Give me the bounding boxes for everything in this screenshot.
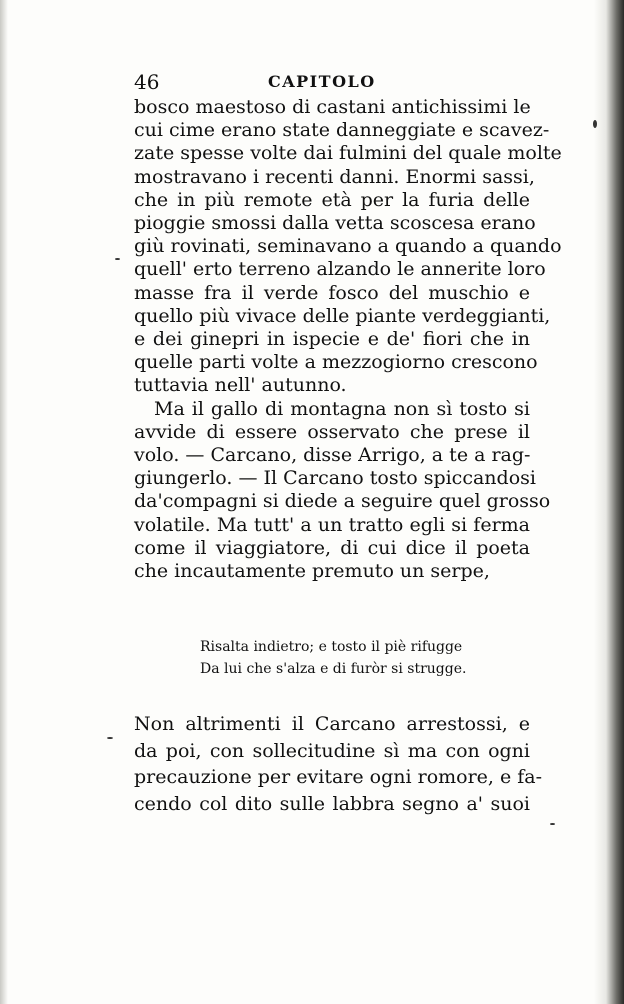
verse-quotation <box>200 636 500 680</box>
text-line: precauzione per evitare ogni romore, e fa- <box>134 766 543 788</box>
main-text-block <box>134 96 562 583</box>
closing-text-block <box>134 711 543 817</box>
page-number: 46 <box>134 70 160 94</box>
text-line: da'compagni si diede a seguire quel grosso <box>134 490 551 513</box>
text-line: zate spesse volte dai fulmini del quale molte <box>134 142 562 165</box>
text-line: cui cime erano state danneggiate e scavez- <box>134 119 550 142</box>
ink-speck <box>593 120 597 128</box>
text-line: tuttavia nell' autunno. <box>134 374 347 397</box>
verse-line: Da lui che s'alza e di furòr si strugge. <box>200 661 467 677</box>
text-line: bosco maestoso di castani antichissimi le <box>134 96 531 118</box>
text-line: e dei ginepri in ispecie e de' fiori che in <box>134 328 530 351</box>
text-line: Ma il gallo di montagna non sì tosto si <box>154 397 530 420</box>
text-line: come il viaggiatore, di cui dice il poeta <box>134 536 530 559</box>
text-line: da poi, con sollecitudine sì ma con ogni <box>134 739 530 762</box>
text-line: cendo col dito sulle labbra segno a' suoi <box>134 792 530 815</box>
text-line: masse fra il verde fosco del muschio e <box>134 281 530 304</box>
verse-line: Risalta indietro; e tosto il piè rifugge <box>200 639 463 655</box>
text-line: mostravano i recenti danni. Enormi sassi, <box>134 165 535 188</box>
text-line: giù rovinati, seminavano a quando a quando <box>134 235 562 258</box>
text-line: volo. — Carcano, disse Arrigo, a te a rag- <box>134 444 531 467</box>
ink-speck <box>550 823 555 825</box>
text-line: quello più vivace delle piante verdeggianti, <box>134 304 551 327</box>
text-line: che incautamente premuto un serpe, <box>134 560 490 583</box>
ink-speck <box>107 737 113 739</box>
text-line: quell' erto terreno alzando le annerite loro <box>134 258 546 281</box>
page-left-shadow <box>0 0 8 1004</box>
text-line: quelle parti volte a mezzogiorno crescono <box>134 351 538 374</box>
text-line: avvide di essere osservato che prese il <box>134 420 530 443</box>
text-line: che in più remote età per la furia delle <box>134 188 530 211</box>
text-line: giungerlo. — Il Carcano tosto spiccandosi <box>134 467 536 490</box>
text-line: pioggie smossi dalla vetta scoscesa erano <box>134 212 536 235</box>
ink-speck <box>115 258 120 260</box>
text-line: Non altrimenti il Carcano arrestossi, e <box>134 713 530 735</box>
running-head: CAPITOLO <box>268 72 376 91</box>
text-line: volatile. Ma tutt' a un tratto egli si ferma <box>134 513 530 536</box>
page-right-binding-shadow <box>594 0 624 1004</box>
